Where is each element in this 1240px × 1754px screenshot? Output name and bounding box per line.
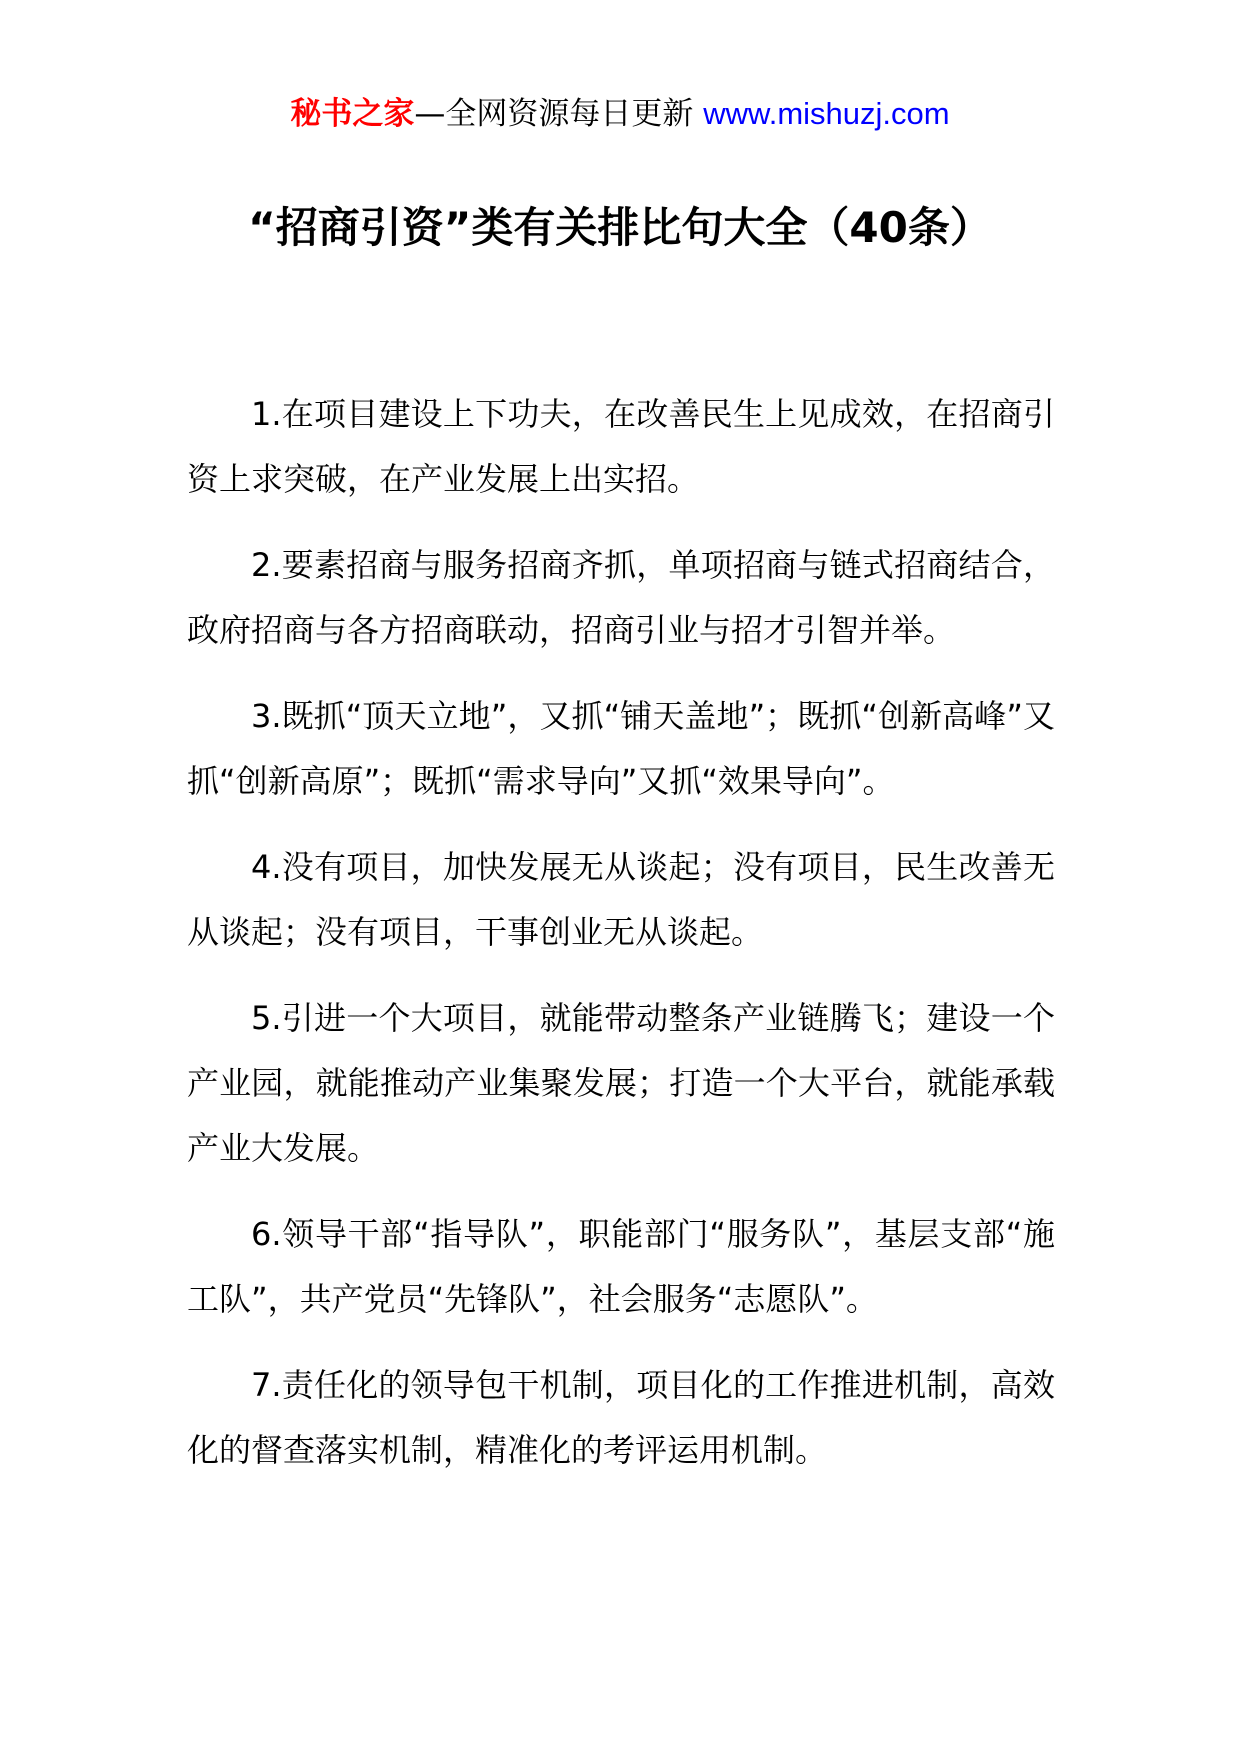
site-url-link[interactable]: www.mishuzj.com [703,96,950,131]
document-title: “招商引资”类有关排比句大全（40条） [248,203,992,252]
paragraph-1: 1.在项目建设上下功夫，在改善民生上见成效，在招商引资上求突破，在产业发展上出实招。 [187,395,1055,498]
site-tagline: —全网资源每日更新 [414,96,704,132]
paragraph-5: 5.引进一个大项目，就能带动整条产业链腾飞；建设一个产业园，就能推动产业集聚发展；打造一个大平台，就能承载产业大发展。 [187,999,1055,1167]
paragraph-4: 4.没有项目，加快发展无从谈起；没有项目，民生改善无从谈起；没有项目，干事创业无从谈起。 [187,848,1055,951]
brand-name: 秘书之家 [290,96,415,132]
paragraph-2: 2.要素招商与服务招商齐抓，单项招商与链式招商结合，政府招商与各方招商联动，招商引业与招才引智并举。 [187,546,1055,649]
paragraph-3: 3.既抓“顶天立地”，又抓“铺天盖地”；既抓“创新高峰”又抓“创新高原”；既抓“需求导向”又抓“效果导向”。 [187,697,1055,800]
document-body [187,382,1055,1504]
paragraph-7: 7.责任化的领导包干机制，项目化的工作推进机制，高效化的督查落实机制，精准化的考评运用机制。 [187,1366,1055,1469]
paragraph-6: 6.领导干部“指导队”，职能部门“服务队”，基层支部“施工队”，共产党员“先锋队”，社会服务“志愿队”。 [187,1215,1055,1318]
site-header [0,94,1240,134]
